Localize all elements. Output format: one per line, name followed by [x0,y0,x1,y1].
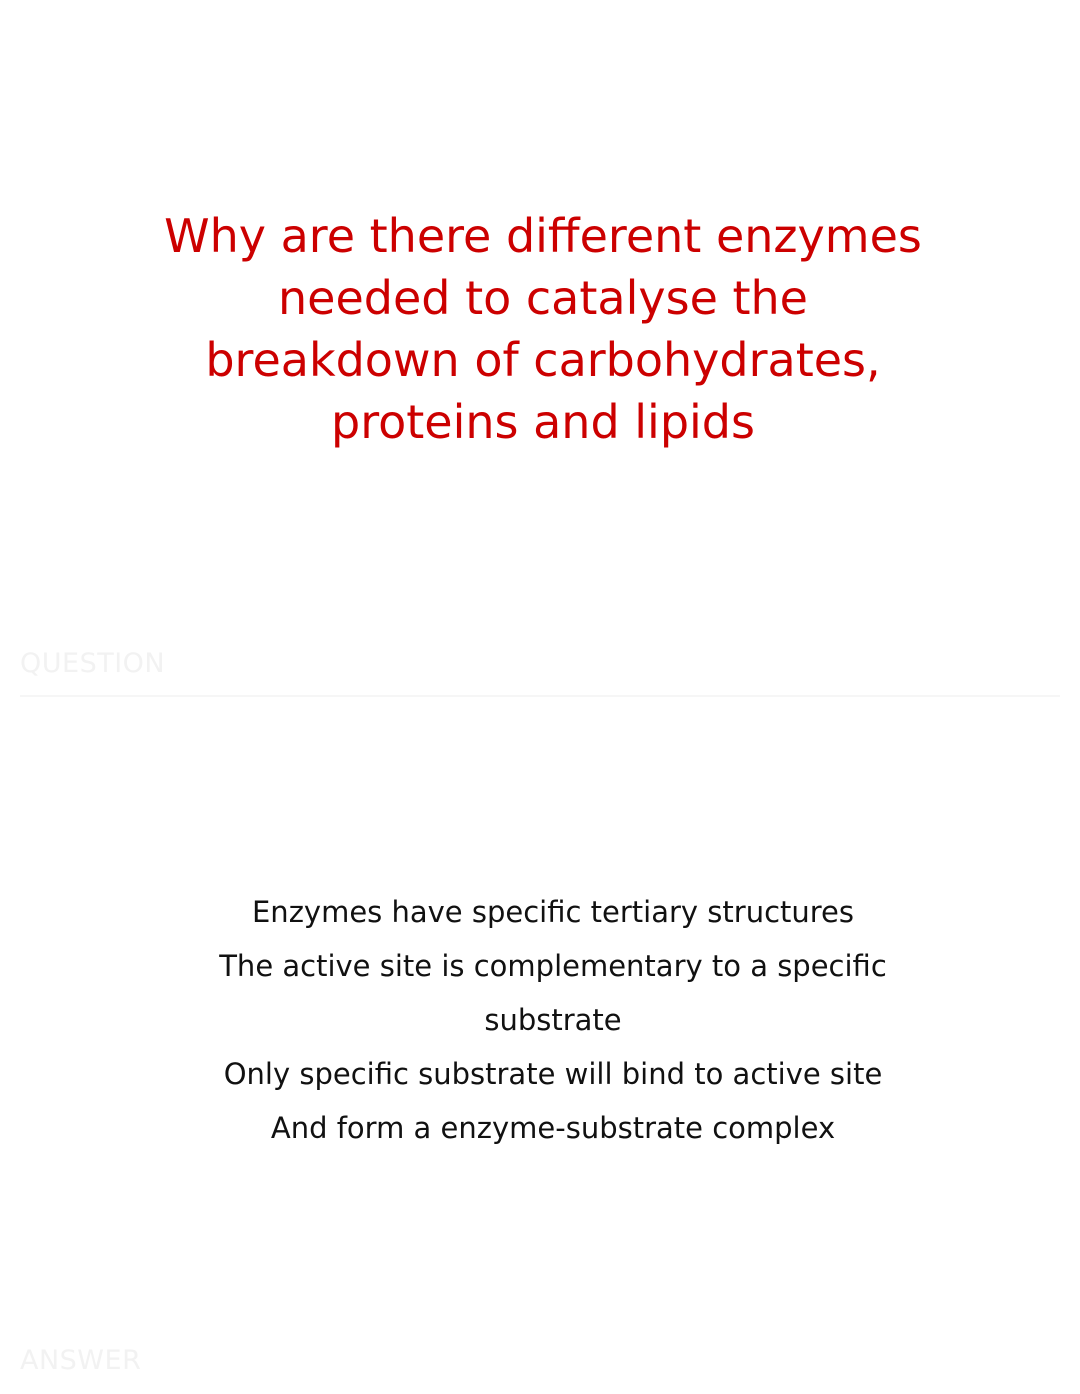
answer-label: ANSWER [20,1345,142,1376]
answer-line: Only specific substrate will bind to active site [223,1057,883,1091]
answer-line: Enzymes have specific tertiary structures [251,895,855,929]
question-text: Why are there different enzymes needed to catalyse the breakdown of carbohydrates, proteins and lipids [164,209,922,449]
answer-line: And form a enzyme-substrate complex [270,1111,836,1145]
question-label: QUESTION [20,648,166,679]
answer-card [0,697,1080,1394]
answer-list [150,885,956,1155]
answer-line: The active site is complementary to a specific substrate [219,949,887,1037]
